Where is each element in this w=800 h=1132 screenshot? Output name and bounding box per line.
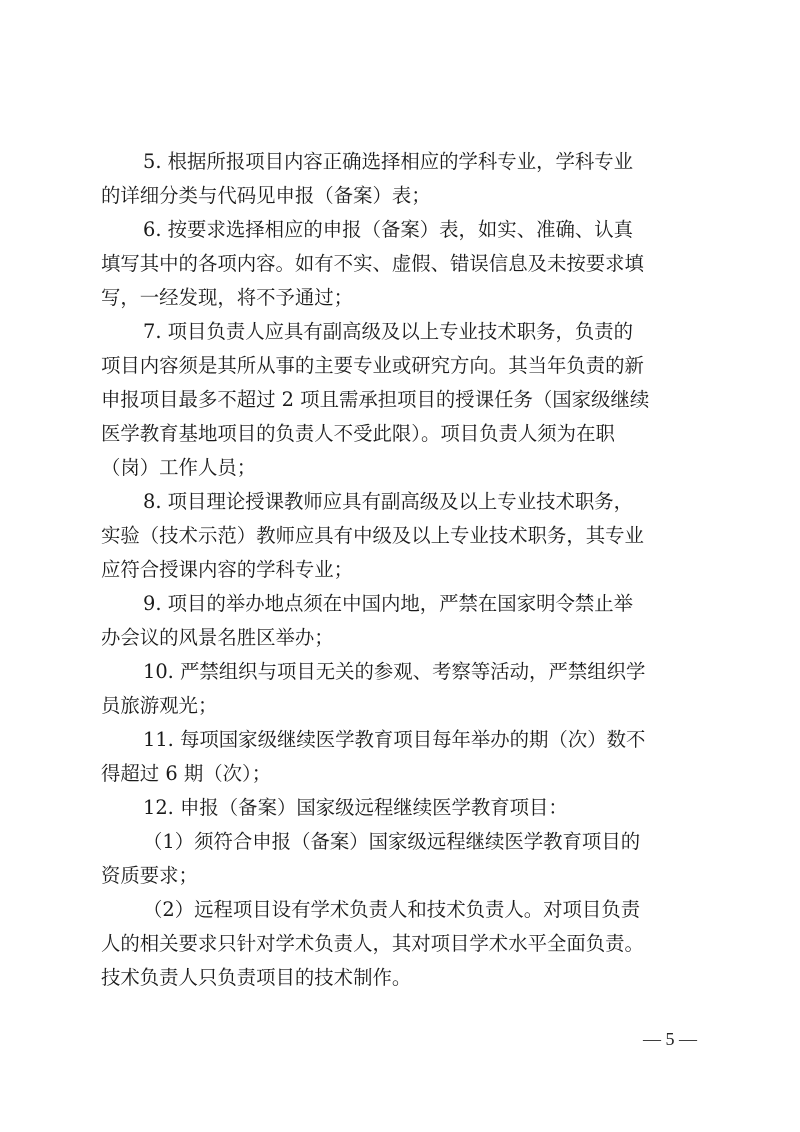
paragraph-line: 9. 项目的举办地点须在中国内地，严禁在国家明令禁止举 <box>143 592 634 615</box>
paragraph-line: 11. 每项国家级继续医学教育项目每年举办的期（次）数不 <box>143 728 646 751</box>
paragraph-item-5 <box>101 145 701 213</box>
paragraph-line: 写，一经发现，将不予通过； <box>101 286 354 309</box>
paragraph-line: 填写其中的各项内容。如有不实、虚假、错误信息及未按要求填 <box>101 252 644 275</box>
paragraph-item-10 <box>101 655 701 723</box>
paragraph-line: 8. 项目理论授课教师应具有副高级及以上专业技术职务， <box>143 490 634 513</box>
paragraph-line: 6. 按要求选择相应的申报（备案）表，如实、准确、认真 <box>143 218 634 241</box>
page-number: — 5 — <box>643 1029 697 1049</box>
paragraph-item-11 <box>101 723 701 791</box>
paragraph-line: 技术负责人只负责项目的技术制作。 <box>101 966 412 989</box>
paragraph-item-8 <box>101 485 701 587</box>
paragraph-line: 12. 申报（备案）国家级远程继续医学教育项目： <box>143 796 568 819</box>
paragraph-item-6 <box>101 213 701 315</box>
paragraph-item-9 <box>101 587 701 655</box>
paragraph-line: 10. 严禁组织与项目无关的参观、考察等活动，严禁组织学 <box>143 660 646 683</box>
paragraph-line: 医学教育基地项目的负责人不受此限）。项目负责人须为在职 <box>101 422 615 445</box>
sub-item-2 <box>101 893 701 995</box>
paragraph-line: （岗）工作人员； <box>101 456 257 479</box>
paragraph-line: 的详细分类与代码见申报（备案）表； <box>101 184 431 207</box>
paragraph-line: 得超过 6 期（次）； <box>101 762 272 785</box>
paragraph-line: 员旅游观光； <box>101 694 218 717</box>
sub-item-1 <box>101 825 701 893</box>
paragraph-item-12 <box>101 791 701 825</box>
paragraph-line: （1）须符合申报（备案）国家级远程继续医学教育项目的 <box>143 830 641 853</box>
paragraph-line: 资质要求； <box>101 864 198 887</box>
paragraph-line: 5. 根据所报项目内容正确选择相应的学科专业，学科专业 <box>143 150 634 173</box>
paragraph-line: 人的相关要求只针对学术负责人，其对项目学术水平全面负责。 <box>101 932 644 955</box>
paragraph-line: （2）远程项目设有学术负责人和技术负责人。对项目负责 <box>143 898 641 921</box>
document-body <box>101 145 701 995</box>
paragraph-line: 办会议的风景名胜区举办； <box>101 626 334 649</box>
paragraph-line: 7. 项目负责人应具有副高级及以上专业技术职务，负责的 <box>143 320 634 343</box>
paragraph-item-7 <box>101 315 701 485</box>
paragraph-line: 实验（技术示范）教师应具有中级及以上专业技术职务，其专业 <box>101 524 644 547</box>
paragraph-line: 应符合授课内容的学科专业； <box>101 558 354 581</box>
paragraph-line: 申报项目最多不超过 2 项且需承担项目的授课任务（国家级继续 <box>101 388 650 411</box>
paragraph-line: 项目内容须是其所从事的主要专业或研究方向。其当年负责的新 <box>101 354 644 377</box>
